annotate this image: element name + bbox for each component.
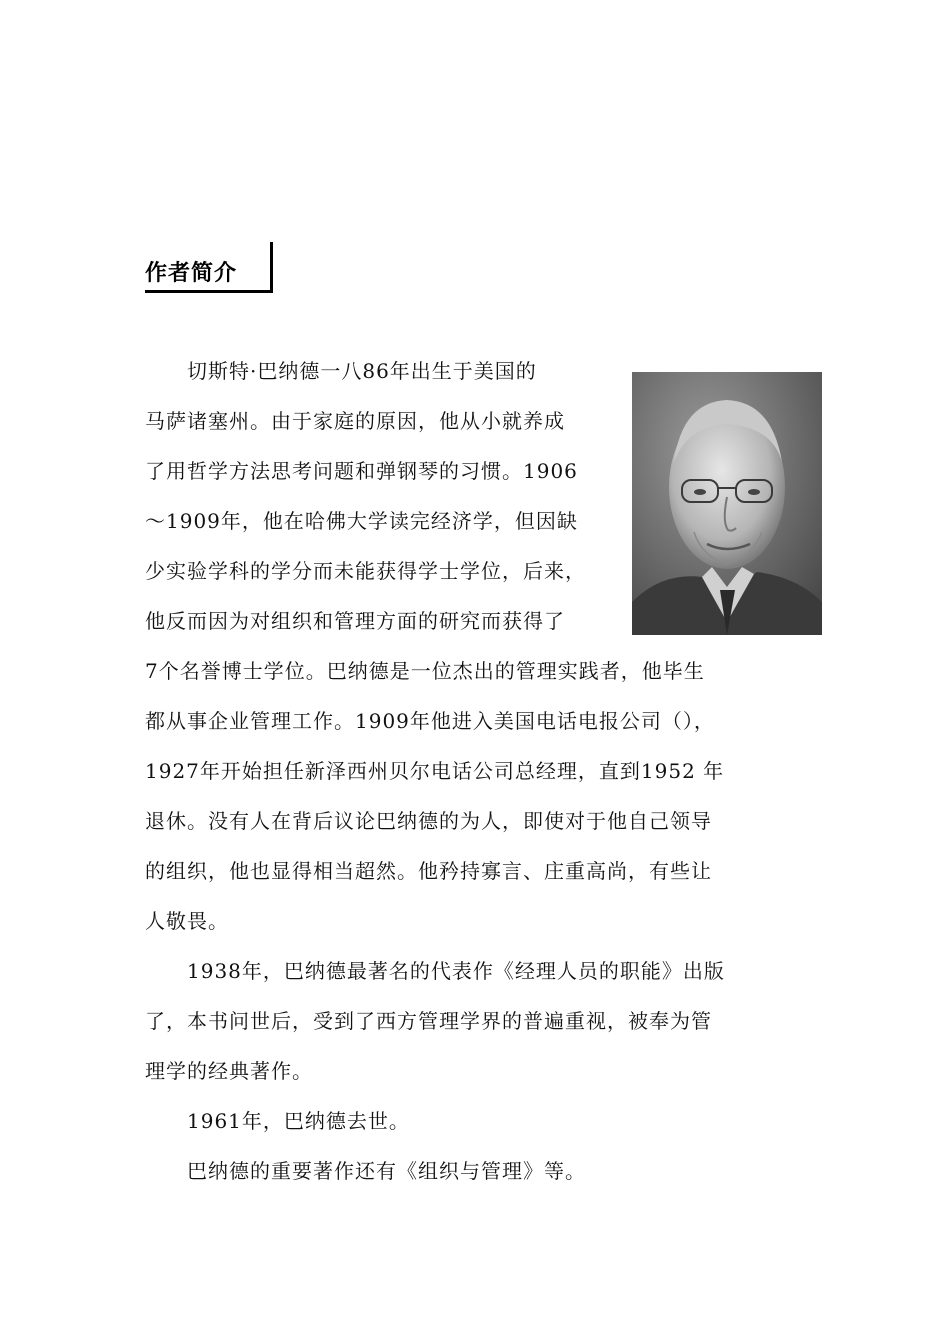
text-line-14: 了，本书问世后，受到了西方管理学界的普遍重视，被奉为管 <box>145 1009 712 1033</box>
text-line-8: 都从事企业管理工作。1909年他进入美国电话电报公司（）， <box>145 709 715 733</box>
text-line-10: 退休。没有人在背后议论巴纳德的为人，即使对于他自己领导 <box>145 809 712 833</box>
text-line-1: 切斯特·巴纳德一八86年出生于美国的 <box>145 359 537 383</box>
text-line-12: 人敬畏。 <box>145 909 229 933</box>
text-line-13: 1938年，巴纳德最著名的代表作《经理人员的职能》出版 <box>145 959 725 983</box>
author-portrait <box>632 372 822 635</box>
text-line-4: ～1909年，他在哈佛大学读完经济学，但因缺 <box>145 509 578 533</box>
text-line-15: 理学的经典著作。 <box>145 1059 313 1083</box>
text-line-7: 7个名誉博士学位。巴纳德是一位杰出的管理实践者，他毕生 <box>145 659 705 683</box>
text-line-3: 了用哲学方法思考问题和弹钢琴的习惯。1906 <box>145 459 578 483</box>
text-line-2: 马萨诸塞州。由于家庭的原因，他从小就养成 <box>145 409 565 433</box>
text-line-5: 少实验学科的学分而未能获得学士学位，后来， <box>145 559 586 583</box>
text-line-6: 他反而因为对组织和管理方面的研究而获得了 <box>145 609 565 633</box>
section-title: 作者简介 <box>145 261 238 286</box>
heading-vertical-rule <box>270 242 273 293</box>
text-line-16: 1961年，巴纳德去世。 <box>145 1109 410 1133</box>
heading-underline <box>145 290 273 293</box>
text-line-11: 的组织，他也显得相当超然。他矜持寡言、庄重高尚，有些让 <box>145 859 712 883</box>
portrait-image <box>632 372 822 635</box>
text-line-17: 巴纳德的重要著作还有《组织与管理》等。 <box>145 1159 586 1183</box>
text-line-9: 1927年开始担任新泽西州贝尔电话公司总经理，直到1952 年 <box>145 759 725 783</box>
section-heading <box>145 242 275 294</box>
